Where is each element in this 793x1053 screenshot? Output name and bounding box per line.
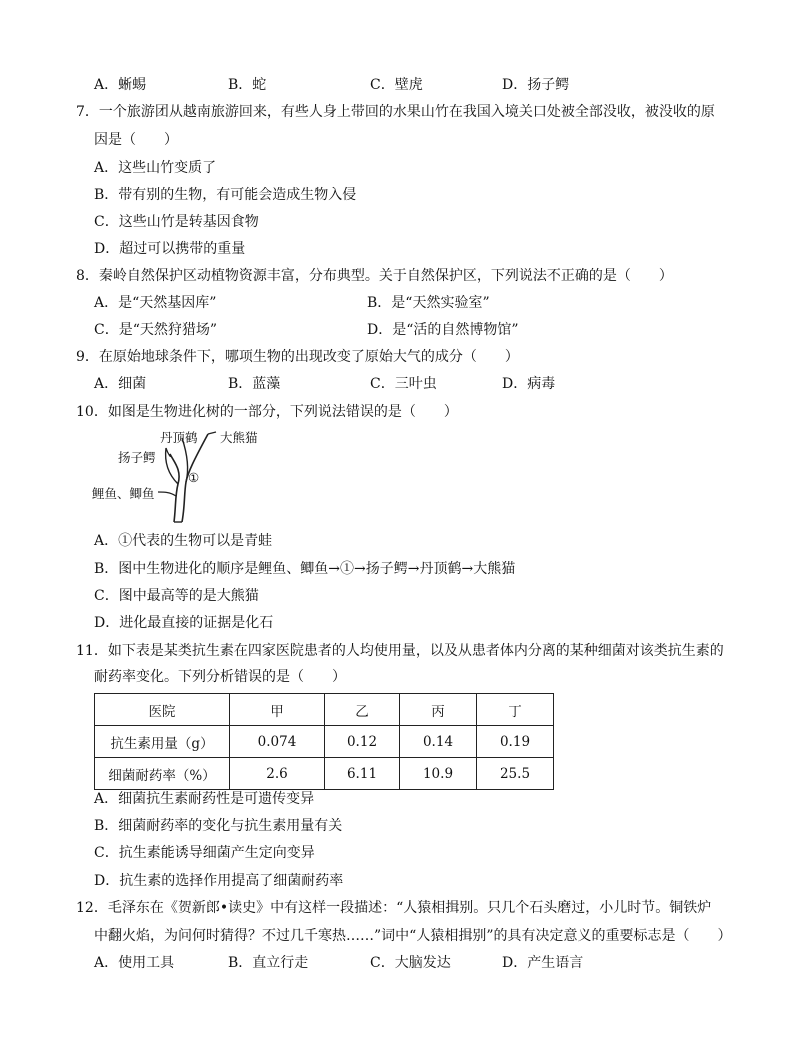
table-cell: 抗生素用量（g） — [95, 726, 230, 758]
tree-label-giant-panda: 大熊猫 — [220, 430, 258, 445]
q11-option-a: A．细菌抗生素耐药性是可遗传变异 — [94, 791, 315, 807]
q6-option-b: B．蛇 — [228, 77, 267, 93]
q8-option-d: D．是“活的自然博物馆” — [367, 322, 519, 338]
q9-option-b: B．蓝藻 — [228, 376, 281, 392]
table-row — [95, 758, 554, 790]
q12-option-b: B．直立行走 — [228, 955, 309, 971]
table-cell: 25.5 — [477, 758, 554, 790]
q9-option-c: C．三叶虫 — [370, 376, 437, 392]
q10-option-c: C．图中最高等的是大熊猫 — [94, 588, 259, 604]
q9-option-a: A．细菌 — [94, 376, 147, 392]
q6-option-d: D．扬子鳄 — [502, 77, 570, 93]
table-header-cell: 乙 — [325, 694, 400, 726]
q8-option-c: C．是“天然狩猎场” — [94, 322, 218, 338]
table-cell: 0.14 — [400, 726, 477, 758]
q7-stem-line1: 7．一个旅游团从越南旅游回来，有些人身上带回的水果山竹在我国入境关口处被全部没收，被没收的原 — [76, 104, 715, 120]
q10-option-d: D．进化最直接的证据是化石 — [94, 615, 274, 631]
table-cell: 细菌耐药率（%） — [95, 758, 230, 790]
q11-option-c: C．抗生素能诱导细菌产生定向变异 — [94, 845, 315, 861]
evolution-tree-figure — [90, 426, 280, 526]
q9-option-d: D．病毒 — [502, 376, 556, 392]
table-cell: 10.9 — [400, 758, 477, 790]
q6-option-c: C．壁虎 — [370, 77, 423, 93]
table-header-row — [95, 694, 554, 726]
tree-label-red-crowned-crane: 丹顶鹤 — [160, 430, 198, 445]
table-header-cell: 丁 — [477, 694, 554, 726]
q9-stem: 9．在原始地球条件下，哪项生物的出现改变了原始大气的成分（ ） — [76, 349, 519, 365]
q11-option-b: B．细菌耐药率的变化与抗生素用量有关 — [94, 818, 343, 834]
q12-stem-line1: 12．毛泽东在《贺新郎•读史》中有这样一段描述：“人猿相揖别。只几个石头磨过，小儿时节。铜铁炉 — [76, 900, 712, 916]
q12-option-d: D．产生语言 — [502, 955, 584, 971]
q12-stem-line2: 中翻火焰，为问何时猜得？不过几千寒热……”词中“人猿相揖别”的具有决定意义的重要标志是（ ） — [94, 928, 732, 944]
q11-stem-line2: 耐药率变化。下列分析错误的是（ ） — [94, 669, 346, 685]
table-header-cell: 医院 — [95, 694, 230, 726]
table-row — [95, 726, 554, 758]
q11-option-d: D．抗生素的选择作用提高了细菌耐药率 — [94, 873, 344, 889]
table-header-cell: 丙 — [400, 694, 477, 726]
table-cell: 0.12 — [325, 726, 400, 758]
q12-option-c: C．大脑发达 — [370, 955, 451, 971]
table-cell: 2.6 — [230, 758, 325, 790]
q7-option-d: D．超过可以携带的重量 — [94, 241, 246, 257]
q11-stem-line1: 11．如下表是某类抗生素在四家医院患者的人均使用量，以及从患者体内分离的某种细菌对该类抗生素的 — [76, 643, 724, 659]
tree-marker-1: ① — [188, 470, 200, 485]
table-header-cell: 甲 — [230, 694, 325, 726]
tree-label-carp-crucian: 鲤鱼、鲫鱼 — [92, 486, 155, 501]
table-cell: 0.074 — [230, 726, 325, 758]
q8-option-b: B．是“天然实验室” — [367, 295, 490, 311]
table-cell: 0.19 — [477, 726, 554, 758]
q7-option-a: A．这些山竹变质了 — [94, 160, 217, 176]
q7-option-b: B．带有别的生物，有可能会造成生物入侵 — [94, 187, 357, 203]
q12-option-a: A．使用工具 — [94, 955, 175, 971]
q10-stem: 10．如图是生物进化树的一部分，下列说法错误的是（ ） — [76, 404, 458, 420]
q6-option-a: A．蜥蜴 — [94, 77, 147, 93]
q7-option-c: C．这些山竹是转基因食物 — [94, 214, 259, 230]
table-cell: 6.11 — [325, 758, 400, 790]
q8-stem: 8．秦岭自然保护区动植物资源丰富，分布典型。关于自然保护区，下列说法不正确的是（ ） — [76, 268, 673, 284]
q8-option-a: A．是“天然基因库” — [94, 295, 217, 311]
q10-option-b: B．图中生物进化的顺序是鲤鱼、鲫鱼→①→扬子鳄→丹顶鹤→大熊猫 — [94, 561, 516, 577]
q10-option-a: A．①代表的生物可以是青蛙 — [94, 533, 273, 549]
tree-label-chinese-alligator: 扬子鳄 — [118, 450, 156, 465]
q7-stem-line2: 因是（ ） — [94, 132, 178, 148]
antibiotic-resistance-table — [94, 693, 554, 790]
